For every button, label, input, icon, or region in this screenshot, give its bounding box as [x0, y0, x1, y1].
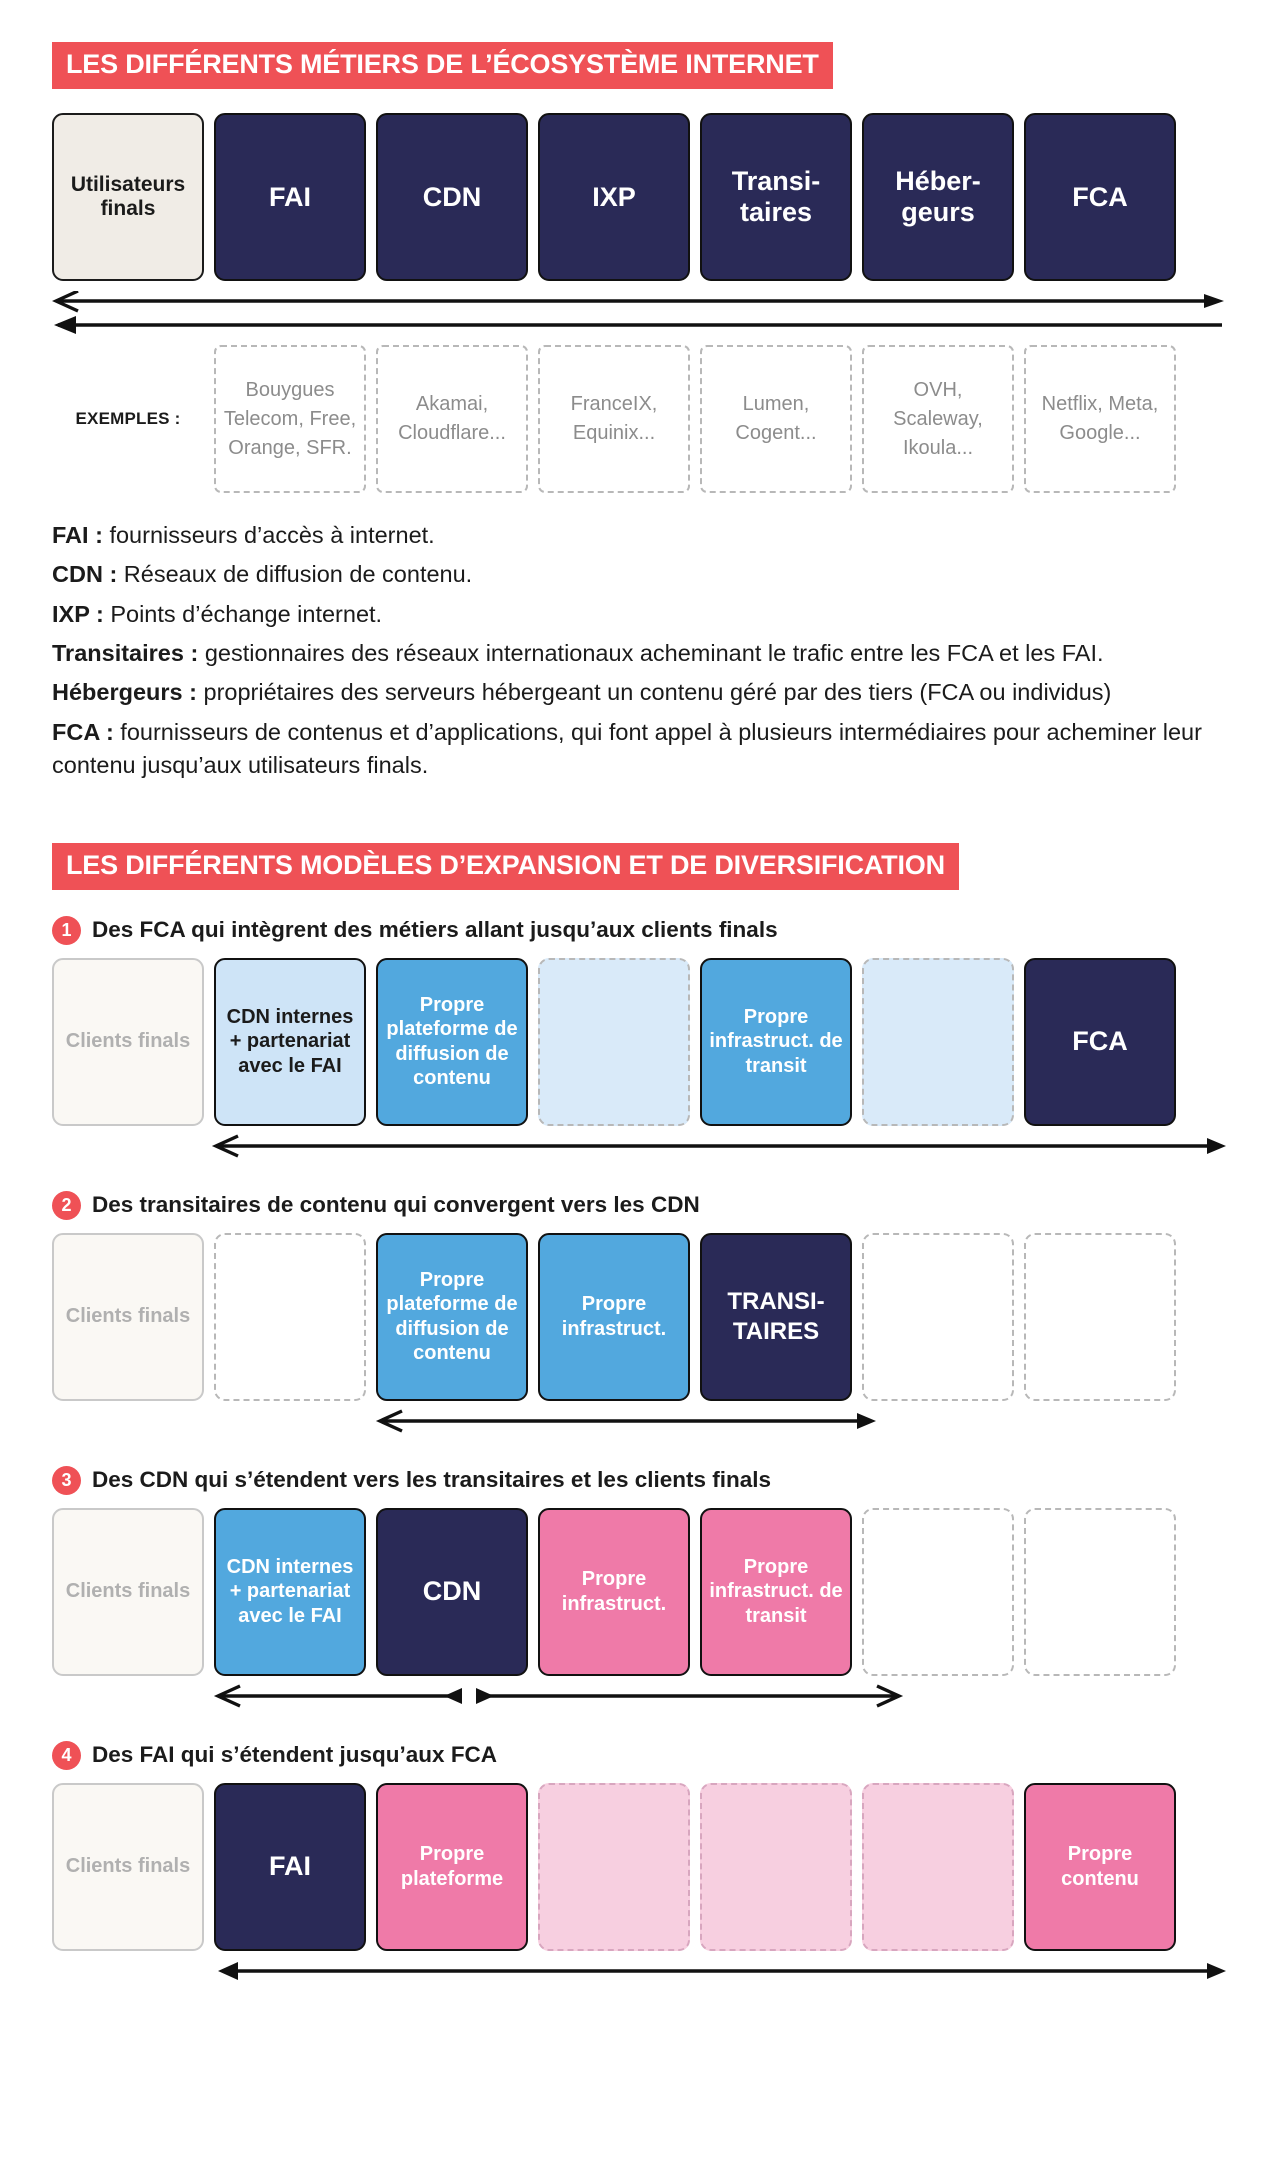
example-cell-fai — [214, 345, 366, 493]
definition-term: CDN : — [52, 561, 118, 588]
definition-transitaires — [52, 637, 1228, 670]
model-title: Des FCA qui intègrent des métiers allant jusqu’aux clients finals — [92, 917, 778, 943]
actor-cell-fca — [1024, 113, 1176, 281]
example-text: OVH, Scaleway, Ikoula... — [893, 378, 983, 459]
actor-label: Héber- geurs — [895, 166, 981, 227]
actor-label: IXP — [592, 181, 636, 212]
model-cell-cdn-internes — [214, 958, 366, 1126]
model-cell-placeholder-transitaires — [700, 1783, 852, 1951]
model-cell-label: Propre infrastruct. de transit — [709, 1555, 843, 1627]
model-title: Des transitaires de contenu qui convergent vers les CDN — [92, 1192, 700, 1218]
model-cell-clients-finals — [52, 1233, 204, 1401]
definition-hebergeurs — [52, 676, 1228, 709]
definition-text: propriétaires des serveurs hébergeant un contenu géré par des tiers (FCA ou individus) — [196, 679, 1112, 706]
definition-text: gestionnaires des réseaux internationaux acheminant le trafic entre les FCA et les FAI. — [198, 640, 1104, 667]
model-1-arrow-svg — [52, 1131, 1228, 1165]
example-text: Bouygues Telecom, Free, Orange, SFR. — [223, 378, 357, 459]
model-cell-placeholder-fai — [214, 1233, 366, 1401]
bottom-spacer — [52, 1990, 1228, 2024]
model-cell-label: Propre plateforme de diffusion de contenu — [386, 993, 518, 1089]
model-3-arrow — [52, 1681, 1228, 1715]
model-cell-label: Clients finals — [65, 1030, 191, 1053]
model-cell-cdn — [376, 1508, 528, 1676]
actor-cell-utilisateurs-finals — [52, 113, 204, 281]
model-cell-fca — [1024, 958, 1176, 1126]
model-cell-label: FAI — [268, 1851, 311, 1882]
actor-label: CDN — [422, 181, 482, 212]
model-title: Des CDN qui s’étendent vers les transitaires et les clients finals — [92, 1467, 772, 1493]
example-text: Lumen, Cogent... — [735, 393, 817, 444]
model-3 — [52, 1466, 1228, 1715]
infographic-page — [0, 42, 1280, 2024]
model-2-row — [52, 1233, 1228, 1401]
model-number-badge: 1 — [52, 916, 81, 945]
example-cell-ixp — [538, 345, 690, 493]
model-cell-placeholder-hebergeurs — [862, 1783, 1014, 1951]
model-number-badge: 2 — [52, 1191, 81, 1220]
actor-cell-ixp — [538, 113, 690, 281]
model-cell-propre-infrastruct — [538, 1508, 690, 1676]
model-title: Des FAI qui s’étendent jusqu’aux FCA — [92, 1742, 498, 1768]
definition-term: Transitaires : — [52, 640, 199, 667]
model-4-row — [52, 1783, 1228, 1951]
model-cell-propre-infrastruct-transit — [700, 958, 852, 1126]
model-cell-label: Clients finals — [65, 1580, 191, 1603]
model-cell-placeholder-ixp — [538, 958, 690, 1126]
example-cell-transitaires — [700, 345, 852, 493]
definition-term: IXP : — [52, 600, 104, 627]
model-number-badge: 3 — [52, 1466, 81, 1495]
definition-cdn — [52, 558, 1228, 591]
flow-arrows-svg — [52, 291, 1228, 337]
model-2 — [52, 1191, 1228, 1440]
model-1-row — [52, 958, 1228, 1126]
model-cell-propre-infrastruct-transit — [700, 1508, 852, 1676]
definition-term: FCA : — [52, 718, 114, 745]
model-cell-label: Propre infrastruct. — [561, 1293, 667, 1340]
definition-text: fournisseurs d’accès à internet. — [102, 522, 435, 548]
arrow-right-head-icon — [857, 1413, 876, 1429]
actor-label: FCA — [1072, 181, 1128, 212]
model-cell-cdn-internes — [214, 1508, 366, 1676]
model-2-arrow — [52, 1406, 1228, 1440]
definition-term: FAI : — [52, 522, 103, 548]
flow-arrows — [52, 291, 1228, 337]
section-1-banner-wrap — [52, 42, 1228, 89]
model-4-head — [52, 1741, 1228, 1770]
definition-text: fournisseurs de contenus et d’applications, qui font appel à plusieurs intermédiaires pour acheminer leur contenu jusqu’aux utilisateurs finals. — [52, 718, 1202, 779]
definition-fca — [52, 716, 1228, 783]
definition-text: Points d’échange internet. — [103, 600, 383, 627]
model-cell-label: FCA — [1072, 1026, 1128, 1057]
example-cell-hebergeurs — [862, 345, 1014, 493]
model-cell-fai — [214, 1783, 366, 1951]
actor-label: Utilisateurs finals — [70, 173, 186, 220]
examples-row — [52, 345, 1228, 493]
model-cell-placeholder-hebergeurs — [862, 958, 1014, 1126]
example-cell-fca — [1024, 345, 1176, 493]
example-text: FranceIX, Equinix... — [570, 393, 658, 444]
model-2-head — [52, 1191, 1228, 1220]
model-number-badge: 4 — [52, 1741, 81, 1770]
actor-label: Transi- taires — [731, 166, 821, 227]
model-cell-label: Propre contenu — [1061, 1843, 1139, 1890]
model-cell-propre-contenu — [1024, 1783, 1176, 1951]
model-cell-label: Propre infrastruct. de transit — [709, 1005, 843, 1077]
examples-label: EXEMPLES : — [75, 409, 181, 428]
definition-term: Hébergeurs : — [52, 679, 197, 706]
definition-text: Réseaux de diffusion de contenu. — [117, 561, 473, 588]
model-4-arrow — [52, 1956, 1228, 1990]
model-cell-clients-finals — [52, 1508, 204, 1676]
actor-cell-transitaires — [700, 113, 852, 281]
arrow-inner-right-head-icon — [476, 1688, 494, 1704]
model-cell-propre-infrastruct — [538, 1233, 690, 1401]
definitions-list — [52, 519, 1228, 783]
model-4 — [52, 1741, 1228, 1990]
model-1-head — [52, 916, 1228, 945]
model-cell-label: Clients finals — [65, 1305, 191, 1328]
actors-row — [52, 113, 1228, 281]
model-cell-label: Propre plateforme — [400, 1843, 504, 1890]
actor-cell-fai — [214, 113, 366, 281]
model-cell-clients-finals — [52, 1783, 204, 1951]
model-cell-label: CDN internes + partenariat avec le FAI — [226, 1555, 354, 1627]
example-text: Netflix, Meta, Google... — [1041, 393, 1159, 444]
actor-cell-cdn — [376, 113, 528, 281]
model-cell-label: CDN internes + partenariat avec le FAI — [226, 1005, 354, 1077]
model-3-arrow-svg — [52, 1681, 1228, 1715]
model-cell-label: Clients finals — [65, 1855, 191, 1878]
model-4-arrow-svg — [52, 1956, 1228, 1990]
actor-label: FAI — [268, 181, 311, 212]
model-cell-placeholder-fca — [1024, 1233, 1176, 1401]
actor-cell-hebergeurs — [862, 113, 1014, 281]
section-2-banner-wrap — [52, 843, 1228, 890]
model-cell-placeholder-hebergeurs — [862, 1233, 1014, 1401]
arrow-right-head-icon — [1204, 294, 1224, 308]
model-1-arrow — [52, 1131, 1228, 1165]
arrow-right-head-icon — [1207, 1963, 1226, 1979]
model-cell-propre-plateforme-diffusion — [376, 958, 528, 1126]
model-cell-propre-plateforme-diffusion — [376, 1233, 528, 1401]
definition-fai — [52, 519, 1228, 552]
model-1 — [52, 916, 1228, 1165]
model-2-arrow-svg — [52, 1406, 1228, 1440]
section-1-banner: LES DIFFÉRENTS MÉTIERS DE L’ÉCOSYSTÈME INTERNET — [52, 42, 833, 89]
model-cell-label: Propre plateforme de diffusion de contenu — [386, 1268, 518, 1364]
model-cell-label: CDN — [422, 1576, 482, 1607]
definition-ixp — [52, 598, 1228, 631]
model-cell-clients-finals — [52, 958, 204, 1126]
model-3-head — [52, 1466, 1228, 1495]
arrow-right-head-icon — [1207, 1138, 1226, 1154]
model-cell-placeholder-hebergeurs — [862, 1508, 1014, 1676]
model-cell-label: TRANSI- TAIRES — [727, 1288, 825, 1345]
model-cell-label: Propre infrastruct. — [561, 1568, 667, 1615]
model-cell-placeholder-ixp — [538, 1783, 690, 1951]
section-2-banner: LES DIFFÉRENTS MODÈLES D’EXPANSION ET DE DIVERSIFICATION — [52, 843, 959, 890]
arrow-left-solid-head-icon — [218, 1962, 238, 1980]
model-cell-placeholder-fca — [1024, 1508, 1176, 1676]
model-cell-transitaires — [700, 1233, 852, 1401]
examples-cells — [214, 345, 1176, 493]
model-3-row — [52, 1508, 1228, 1676]
example-text: Akamai, Cloudflare... — [398, 393, 506, 444]
model-cell-propre-plateforme — [376, 1783, 528, 1951]
arrow-inner-left-head-icon — [444, 1688, 462, 1704]
arrow-left-solid-head-icon — [54, 316, 76, 334]
example-cell-cdn — [376, 345, 528, 493]
